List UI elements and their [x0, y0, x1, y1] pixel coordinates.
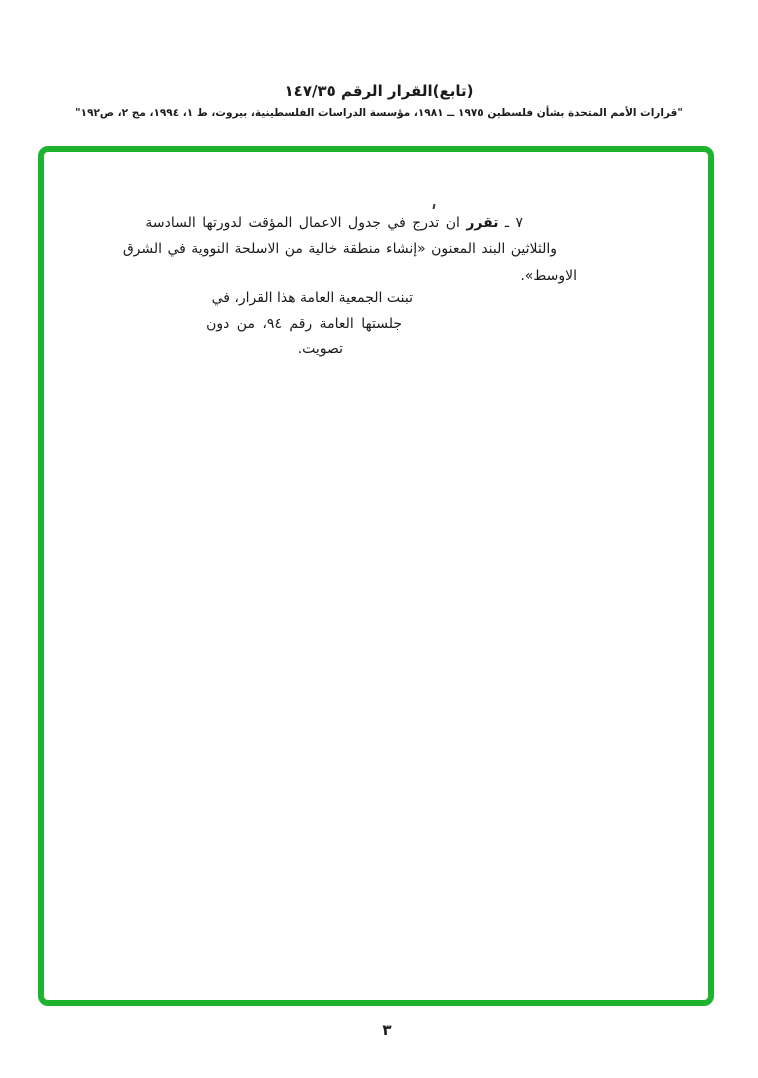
paragraph2-line2: جلستها العامة رقم ٩٤، من دون [206, 316, 402, 332]
paragraph2-line1: تبنت الجمعية العامة هذا القرار، في [211, 290, 413, 306]
resolution-header-title: (تابع)القرار الرقم ١٤٧/٣٥ [284, 82, 474, 100]
page-number: ٣ [382, 1021, 392, 1039]
operative-keyword: تقرر [466, 215, 499, 231]
paragraph1-line2: والثلاثين البند المعنون «إنشاء منطقة خالية من الاسلحة النووية في الشرق [122, 241, 557, 257]
item-number: ٧ ـ [498, 215, 523, 231]
green-border-frame [38, 146, 714, 1006]
paragraph2-line3: تصويت. [297, 341, 343, 357]
paragraph1-line1-text: ان تدرج في جدول الاعمال المؤقت لدورتها السادسة [145, 215, 467, 231]
paragraph1-line3: الاوسط». [520, 268, 577, 284]
source-citation-line: "قرارات الأمم المتحدة بشأن فلسطين ١٩٧٥ ــ ١٩٨١، مؤسسة الدراسات الفلسطينية، بيروت، ط ١، ١٩٩٤، مج ٢، ص١٩٢" [75, 107, 683, 119]
paragraph1-line1 [145, 214, 523, 232]
